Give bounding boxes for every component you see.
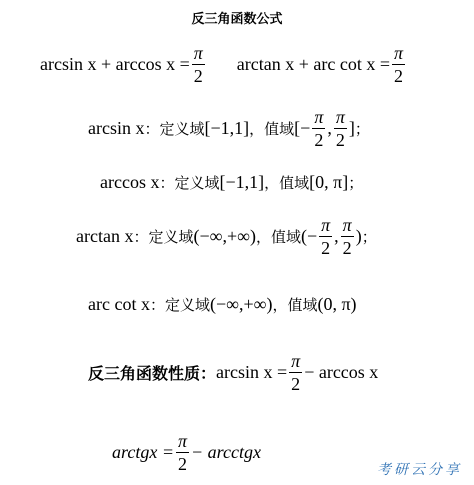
range-sep: , <box>334 226 339 246</box>
arcsin-domain: [−1,1] <box>204 118 250 138</box>
watermark-logo: 考研云分享 <box>377 462 462 478</box>
arccot-range: (0, π) <box>317 294 357 314</box>
arctan-domain-range <box>76 216 377 257</box>
range-label: ，值域 <box>272 296 318 314</box>
fraction-numerator: π <box>193 43 203 63</box>
range-label: ，值域 <box>255 228 301 246</box>
fraction-denominator: 2 <box>394 66 404 86</box>
fraction-pi-over-2 <box>392 44 405 85</box>
fraction-pi-over-2: $\frac{\pi}{2}$ <box>321 215 331 258</box>
fraction-pi-over-2: $\frac{\pi}{2}$ <box>177 431 187 474</box>
line-end: ； <box>361 228 377 246</box>
arcsin-function: arcsin x <box>88 118 145 138</box>
property-lhs: arcsin x = <box>216 362 288 382</box>
arctan-domain: (−∞,+∞) <box>193 226 256 246</box>
range-close: ) <box>355 226 362 246</box>
line-end: ； <box>348 174 364 192</box>
range-label: ，值域 <box>264 174 310 192</box>
identity-line <box>40 44 407 85</box>
arccos-domain-range <box>100 172 363 193</box>
range-close: ] <box>348 118 355 138</box>
arcsin-domain-range <box>88 108 370 149</box>
range-open: [− <box>294 118 311 138</box>
fraction-pi-over-2: $\frac{\pi}{2}$ <box>291 351 301 394</box>
fraction-denominator: 2 <box>193 66 203 86</box>
arccos-function: arccos x <box>100 172 160 192</box>
arccos-range: [0, π] <box>309 172 349 192</box>
fraction-pi-over-2: $\frac{\pi}{2}$ <box>335 107 345 150</box>
identity-arctan-arccot: arctan x + arc cot x = <box>236 54 391 74</box>
fraction-pi-over-2 <box>192 44 205 85</box>
fraction-pi-over-2: $\frac{\pi}{2}$ <box>342 215 352 258</box>
arctg-lhs: arctgx = <box>112 442 174 462</box>
line-end: ； <box>354 120 370 138</box>
arctg-line <box>112 432 261 473</box>
property-line <box>88 352 378 393</box>
property-label: 反三角函数性质： <box>88 364 217 383</box>
property-rhs: − arccos x <box>304 362 379 382</box>
domain-label: ：定义域 <box>159 174 220 192</box>
range-label: ，值域 <box>249 120 295 138</box>
arccot-function: arc cot x <box>88 294 150 314</box>
identity-arcsin-arccos: arcsin x + arccos x = <box>40 54 190 74</box>
arccot-domain: (−∞,+∞) <box>209 294 273 314</box>
arctg-rhs: − arcctgx <box>191 442 261 462</box>
domain-label: ：定义域 <box>133 228 194 246</box>
domain-label: ：定义域 <box>149 296 210 314</box>
arccot-domain-range <box>88 294 357 315</box>
arctan-function: arctan x <box>76 226 134 246</box>
fraction-numerator: π <box>394 43 404 63</box>
range-sep: , <box>327 118 332 138</box>
page-title: 反三角函数公式 <box>191 12 283 27</box>
domain-label: ：定义域 <box>144 120 205 138</box>
range-open: (− <box>300 226 318 246</box>
fraction-pi-over-2: $\frac{\pi}{2}$ <box>314 107 324 150</box>
arccos-domain: [−1,1] <box>219 172 265 192</box>
